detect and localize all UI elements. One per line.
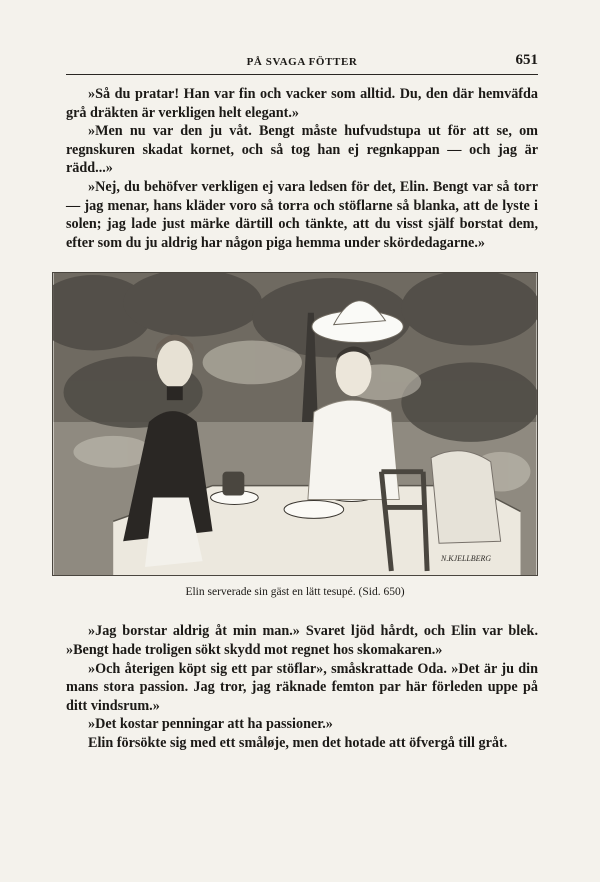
paragraph: »Så du pratar! Han var fin och vacker som alltid. Du, den där hemväfda grå dräkten är verkligen helt elegant.»	[66, 86, 538, 121]
illustration-figure	[52, 272, 538, 598]
running-head	[66, 52, 538, 75]
paragraph: »Nej, du behöfver verkligen ej vara ledsen för det, Elin. Bengt var så torr — jag menar, hans kläder voro så torra och stöflarne så blanka, att de lyste i solen; jag lade just märke därtill och tänkte, att du visst själf borstat dem, efter som du ju aldrig har någon piga hemma under skördedagarne.»	[66, 178, 538, 251]
running-title: PÅ SVAGA FÖTTER	[246, 56, 358, 68]
figure-caption: Elin serverade sin gäst en lätt tesupé. (Sid. 650)	[185, 586, 405, 599]
body-text-bottom	[66, 622, 538, 752]
paragraph: »Och återigen köpt sig ett par stöflar», småskrattade Oda. »Det är ju din mans stora passion. Jag tror, jag räknade femton par här förleden uppe på ditt vindsrum.»	[66, 660, 538, 714]
paragraph: »Men nu var den ju våt. Bengt måste hufvudstupa ut för att se, om regnskuren skadat kornet, och så tog han ej regnkappan — och jag är rädd...»	[66, 123, 538, 177]
paragraph: »Jag borstar aldrig åt min man.» Svaret ljöd hårdt, och Elin var blek. »Bengt hade troligen sökt skydd mot regnet hos skomakaren.»	[66, 623, 538, 658]
page-number: 651	[515, 52, 538, 68]
engraving-illustration	[52, 272, 538, 576]
body-text-top	[66, 85, 538, 252]
paragraph: »Det kostar penningar att ha passioner.»	[88, 716, 333, 733]
paragraph: Elin försökte sig med ett småløje, men det hotade att öfvergå till gråt.	[88, 734, 508, 751]
artist-signature: N.KJELLBERG	[441, 554, 492, 564]
